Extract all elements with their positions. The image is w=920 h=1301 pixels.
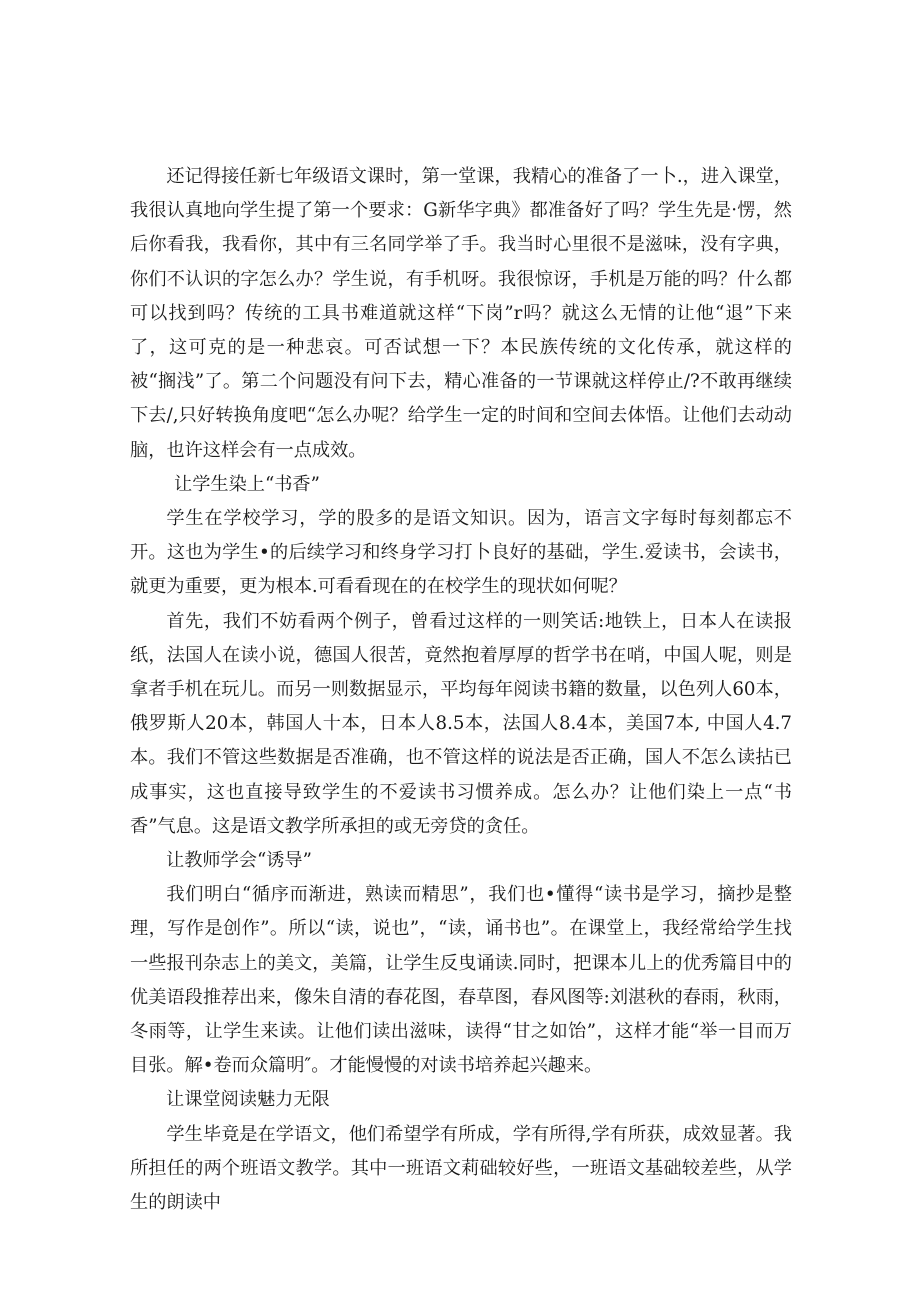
paragraph-classroom-outcome: 学生毕竟是在学语文，他们希望学有所成，学有所得,学有所获，成效显著。我所担任的两个班语文教学。其中一班语文莉础较好些，一班语文基础较差些，从学生的朗读中: [130, 1123, 792, 1214]
document-body: [130, 160, 792, 1220]
paragraph-reading-examples: 首先，我们不妨看两个例子，曾看过这样的一则笑话:地铁上，日本人在读报纸，法国人在读小说，德国人很苦，竟然抱着厚厚的哲学书在哨，中国人呢，则是拿者手机在玩儿。而另一则数据显示，平均每年阅读书籍的数量，以色列人60本，俄罗斯人20本，韩国人十本，日本人8.5本，法国人8.4本，美国7本, 中国人4.7本。我们不管这些数据是否准确，也不管这样的说法是否正确，国人不怎么读拈已成事实，这也直接导致学生的不爱读书习惯养成。怎么办？让他们染上一点“书香”气息。这是语文教学所承担的或无旁贷的贪任。: [130, 610, 792, 837]
paragraph-school-study: 学生在学校学习，学的股多的是语文知识。因为，语言文字每时每刻都忘不开。这也为学生•的后续学习和终身学习打卜良好的基础，学生.爱读书，会读书，就更为重要，更为根本.可看看现在的在校学生的现状如何呢？: [130, 508, 792, 598]
section-heading-teacher-guidance: 让教师学会“诱导”: [166, 850, 312, 872]
section-heading-book-fragrance: 让学生染上“书香”: [174, 473, 320, 495]
paragraph-guided-reading: 我们明白“循序而渐进，熟读而精思”，我们也•懂得“读书是学习，摘抄是整理，写作是创作”。所以“读，说也”，“读，诵书也”。在课堂上，我经常给学生找一些报刊杂志上的美文，美篇，让学生反曳诵读.同时，把课本儿上的优秀篇目中的优美语段推荐出来，像朱自清的春花图，春草图，春风图等:刘湛秋的春雨，秋雨，冬雨等，让学生来读。让他们读出滋味，读得“甘之如饴”，这样才能“举一目而万目张。解•卷而众篇明″。才能慢慢的对读书培养起兴趣来。: [130, 884, 792, 1077]
paragraph-intro: 还记得接任新七年级语文课时，第一堂课，我精心的准备了一卜.，进入课堂，我很认真地向学生提了第一个要求：G新华字典》都准备好了吗？学生先是·愣，然后你看我，我看你，其中有三名同学举了手。我当时心里很不是滋味，没有字典，你们不认识的字怎么办？学生说，有手机呀。我很惊讶，手机是万能的吗？什么都可以找到吗？传统的工具书难道就这样“下岗”r吗？就这么无情的让他“退”下来了，这可克的是一种悲哀。可否试想一下？本民族传统的文化传承，就这样的被“搁浅”了。第二个问题没有问下去，精心准备的一节课就这样停止/?不敢再继续下去/,只好转换角度吧“怎么办呢？给学生一定的时间和空间去体悟。让他们去动动脑，也许这样会有一点成效。: [130, 166, 792, 461]
section-heading-classroom-reading: 让课堂阅读魅力无限: [166, 1089, 330, 1111]
